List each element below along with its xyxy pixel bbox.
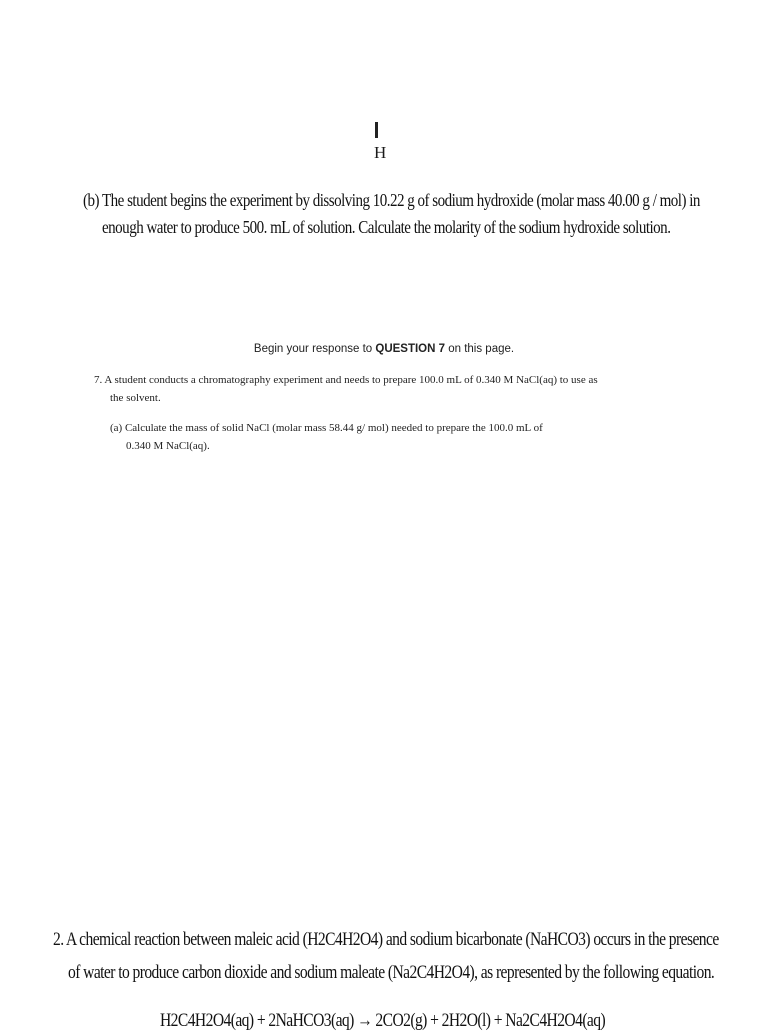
question-7-line-2: the solvent.	[110, 392, 161, 404]
question-7-line-1: 7. A student conducts a chromatography experiment and needs to prepare 100.0 mL of 0.340 M NaCl(aq) to use as	[94, 374, 598, 386]
banner-question: QUESTION 7	[375, 343, 446, 355]
part-b-line-2: enough water to produce 500. mL of solution. Calculate the molarity of the sodium hydroxide solution.	[102, 217, 671, 237]
question-7-part-a-line-1: (a) Calculate the mass of solid NaCl (molar mass 58.44 g/ mol) needed to prepare the 100.0 mL of	[110, 422, 543, 434]
banner-suffix: on this page.	[445, 343, 515, 355]
question-7-part-a-line-2: 0.340 M NaCl(aq).	[126, 440, 210, 452]
question-2-equation: H2C4H2O4(aq) + 2NaHCO3(aq) → 2CO2(g) + 2H2O(l) + Na2C4H2O4(aq)	[160, 1010, 606, 1031]
banner-prefix: Begin your response to	[253, 343, 376, 355]
question-2-line-2: of water to produce carbon dioxide and sodium maleate (Na2C4H2O4), as represented by the following equation.	[68, 962, 715, 983]
response-banner	[0, 343, 768, 355]
question-2-line-1: 2. A chemical reaction between maleic acid (H2C4H2O4) and sodium bicarbonate (NaHCO3) occurs in the presence	[53, 929, 719, 950]
bond-line	[375, 122, 378, 138]
hydrogen-atom-label: H	[374, 143, 387, 162]
part-b-line-1: (b) The student begins the experiment by dissolving 10.22 g of sodium hydroxide (molar mass 40.00 g / mol) in	[83, 190, 700, 210]
